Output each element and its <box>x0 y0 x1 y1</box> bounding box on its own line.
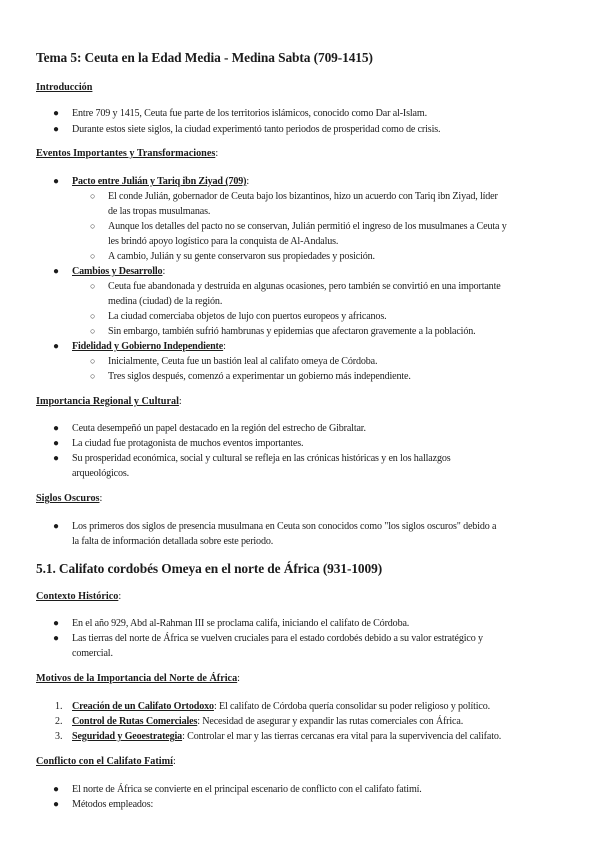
bullet-icon: ● <box>53 423 60 434</box>
sub-list-item: El conde Julián, gobernador de Ceuta bajo los bizantinos, hizo un acuerdo con Tariq ibn Ziyad, líder <box>108 191 498 202</box>
list-item-fidelidad: Fidelidad y Gobierno Independiente: <box>72 341 226 352</box>
sub-list-item: Sin embargo, también sufrió hambrunas y epidemias que afectaron gravemente a la población. <box>108 326 476 337</box>
list-item: Ceuta desempeñó un papel destacado en la región del estrecho de Gibraltar. <box>72 423 366 434</box>
sub-list-item: Tres siglos después, comenzó a experimentar un gobierno más independiente. <box>108 371 411 382</box>
list-item: Durante estos siete siglos, la ciudad experimentó tanto periodos de prosperidad como de crisis. <box>72 124 441 135</box>
list-item: Las tierras del norte de África se vuelven cruciales para el estado cordobés debido a su valor estratégico y <box>72 633 483 644</box>
sub-list-item-cont: de las tropas musulmanas. <box>108 206 211 217</box>
bullet-icon: ● <box>53 176 60 187</box>
list-number: 2. <box>55 716 63 727</box>
list-item: El norte de África se convierte en el principal escenario de conflicto con el califato fatimí. <box>72 784 422 795</box>
list-number: 1. <box>55 701 63 712</box>
hollow-bullet-icon: ○ <box>90 251 96 261</box>
list-item: Métodos empleados: <box>72 799 154 810</box>
list-item-cont: comercial. <box>72 648 113 659</box>
sub-list-item-cont: les brindó apoyo logístico para la conquista de Al-Andalus. <box>108 236 339 247</box>
sub-list-item: Inicialmente, Ceuta fue un bastión leal al califato omeya de Córdoba. <box>108 356 378 367</box>
bullet-icon: ● <box>53 438 60 449</box>
section-heading-eventos: Eventos Importantes y Transformaciones: <box>36 148 219 159</box>
bullet-icon: ● <box>53 618 60 629</box>
list-item: Entre 709 y 1415, Ceuta fue parte de los territorios islámicos, conocido como Dar al-Islam. <box>72 108 427 119</box>
hollow-bullet-icon: ○ <box>90 371 96 381</box>
section-heading-conflicto: Conflicto con el Califato Fatimí: <box>36 756 176 767</box>
bullet-icon: ● <box>53 521 60 532</box>
hollow-bullet-icon: ○ <box>90 356 96 366</box>
bullet-icon: ● <box>53 784 60 795</box>
list-item-cont: arqueológicos. <box>72 468 130 479</box>
list-item-cont: la falta de información detallada sobre este periodo. <box>72 536 274 547</box>
list-item: Los primeros dos siglos de presencia musulmana en Ceuta son conocidos como "los siglos oscuros" debido a <box>72 521 497 532</box>
page-title: Tema 5: Ceuta en la Edad Media - Medina Sabta (709-1415) <box>36 50 373 65</box>
section-heading-contexto: Contexto Histórico: <box>36 591 122 602</box>
list-item-cambios: Cambios y Desarrollo: <box>72 266 166 277</box>
list-number: 3. <box>55 731 63 742</box>
section-title: 5.1. Califato cordobés Omeya en el norte de África (931-1009) <box>36 561 383 576</box>
section-heading-siglos-oscuros: Siglos Oscuros: <box>36 493 103 504</box>
hollow-bullet-icon: ○ <box>90 311 96 321</box>
sub-list-item: Aunque los detalles del pacto no se conservan, Julián permitió el ingreso de los musulmanes a Ceuta y <box>108 221 507 232</box>
sub-list-item: La ciudad comerciaba objetos de lujo con puertos europeos y africanos. <box>108 311 387 322</box>
sub-list-item-cont: medina (ciudad) de la región. <box>108 296 223 307</box>
bullet-icon: ● <box>53 633 60 644</box>
list-item: En el año 929, Abd al-Rahman III se proclama califa, iniciando el califato de Córdoba. <box>72 618 410 629</box>
bullet-icon: ● <box>53 341 60 352</box>
hollow-bullet-icon: ○ <box>90 191 96 201</box>
bullet-icon: ● <box>53 453 60 464</box>
hollow-bullet-icon: ○ <box>90 326 96 336</box>
list-item: Su prosperidad económica, social y cultural se refleja en las crónicas históricas y en los hallazgos <box>72 453 451 464</box>
list-item: La ciudad fue protagonista de muchos eventos importantes. <box>72 438 304 449</box>
section-heading-introduccion: Introducción <box>36 82 93 93</box>
numbered-item: Control de Rutas Comerciales: Necesidad de asegurar y expandir las rutas comerciales con África. <box>72 716 464 727</box>
bullet-icon: ● <box>53 124 60 135</box>
sub-list-item: A cambio, Julián y su gente conservaron sus propiedades y posición. <box>108 251 375 262</box>
hollow-bullet-icon: ○ <box>90 281 96 291</box>
bullet-icon: ● <box>53 266 60 277</box>
numbered-item: Creación de un Califato Ortodoxo: El califato de Córdoba quería consolidar su poder religioso y político. <box>72 701 491 712</box>
sub-list-item: Ceuta fue abandonada y destruida en algunas ocasiones, pero también se convirtió en una importante <box>108 281 501 292</box>
list-item-pacto: Pacto entre Julián y Tariq ibn Ziyad (709): <box>72 176 250 187</box>
numbered-item: Seguridad y Geoestrategia: Controlar el mar y las tierras cercanas era vital para la supervivencia del califato. <box>72 731 502 742</box>
bullet-icon: ● <box>53 799 60 810</box>
section-heading-importancia: Importancia Regional y Cultural: <box>36 396 182 407</box>
hollow-bullet-icon: ○ <box>90 221 96 231</box>
bullet-icon: ● <box>53 108 60 119</box>
section-heading-motivos: Motivos de la Importancia del Norte de África: <box>36 673 241 684</box>
